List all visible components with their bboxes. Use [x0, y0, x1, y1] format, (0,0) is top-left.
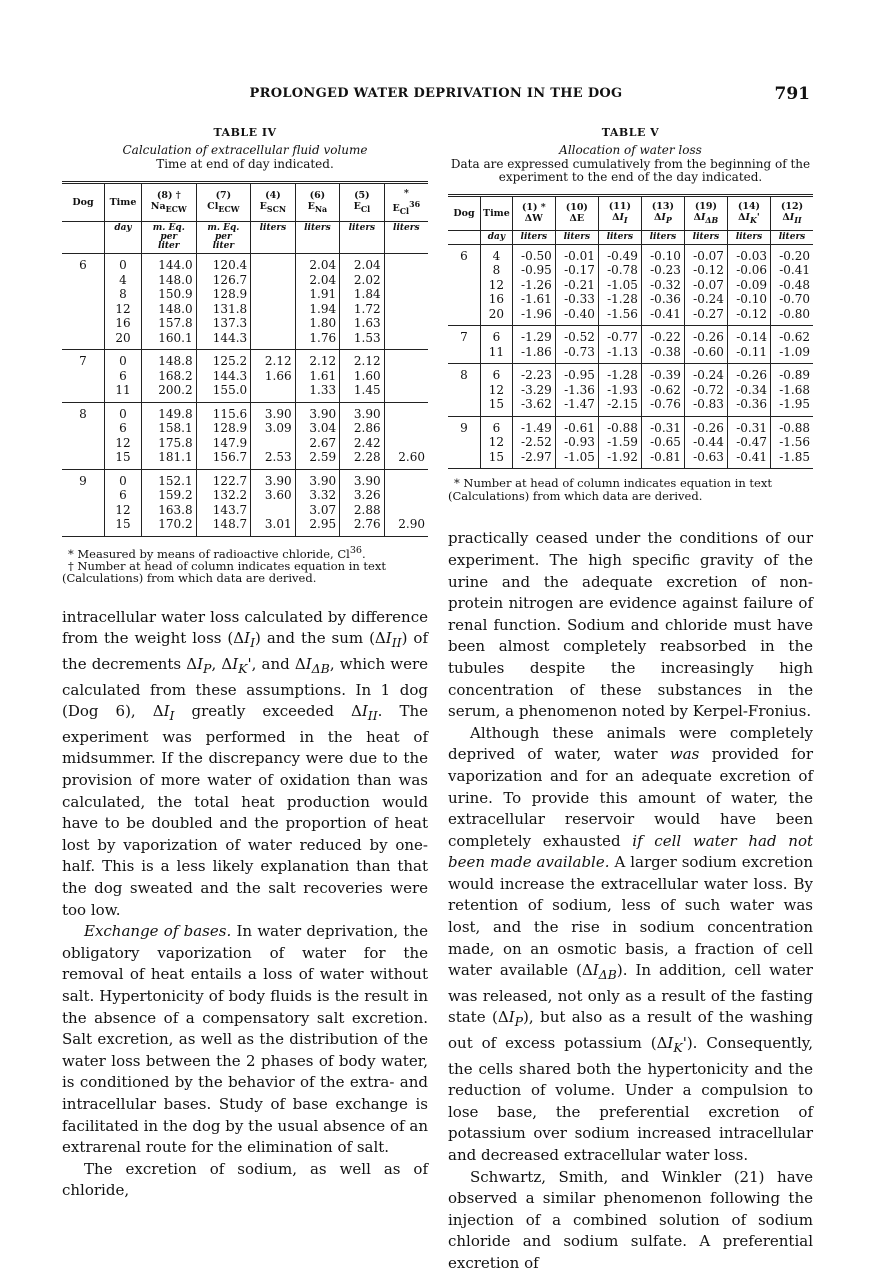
table5-cell-di: -0.49 -0.78 -1.05 -1.28 -1.56	[598, 244, 641, 326]
table4-cell-cl: 125.2 144.3 155.0	[196, 350, 251, 403]
table4-footnote-1: * Measured by means of radioactive chloride, Cl$^{36}$.	[68, 544, 366, 561]
table4-cell-escn: 3.90 3.60 3.01	[251, 469, 295, 536]
table5-units-row: day liters liters liters liters liters liters liters	[448, 230, 813, 244]
table5	[448, 194, 813, 469]
table4-cell-ena: 2.12 1.61 1.33	[295, 350, 339, 403]
table4	[62, 181, 428, 537]
table5-cell-dw: -1.29 -1.86	[512, 326, 555, 364]
table4-header-dog: Dog	[72, 197, 94, 209]
page-number: 791	[774, 84, 810, 104]
table5-body	[448, 230, 813, 469]
table5-cell-dog: 7	[448, 326, 481, 364]
table5-cell-di: -0.88 -1.59 -1.92	[598, 416, 641, 469]
table5-cell-dp: -0.39 -0.62 -0.76	[641, 364, 684, 417]
table4-cell-cl: 120.4 126.7 128.9 131.8 137.3 144.3	[196, 254, 251, 350]
table5-cell-dog: 8	[448, 364, 481, 417]
table4-subcaption: Time at end of day indicated.	[156, 157, 334, 171]
table5-header-dp: (13) $\Delta I_P$	[641, 196, 684, 231]
table4-cell-cl: 122.7 132.2 143.7 148.7	[196, 469, 251, 536]
table4-body	[62, 222, 428, 537]
right-paragraph-3: Schwartz, Smith, and Winkler (21) have observed a similar phenomenon following the injection of a combined solution of sodium chloride and sodium sulfate. A preferential excretion of	[448, 1167, 813, 1272]
table4-header-ecl: (5) $E_{Cl}$	[340, 183, 384, 222]
table5-cell-de: -0.52 -0.73	[555, 326, 598, 364]
table5-cell-dw: -1.49 -2.52 -2.97	[512, 416, 555, 469]
table5-cell-time: 6 12 15	[481, 364, 513, 417]
table5-header-db: (19) $\Delta I_{\Delta B}$	[684, 196, 727, 231]
page-header	[62, 86, 810, 106]
table5-row-dog-9	[448, 416, 813, 469]
right-p2-b: provided for vaporization and for an adequate excretion of urine. To provide this amount of water, the extracellular reservoir would have been completely exhausted	[448, 745, 813, 850]
table4-cell-dog: 7	[62, 350, 105, 403]
table4-header-na: (8) † $Na_{ECW}$	[142, 183, 197, 222]
table4-units-row: day m. Eq. per liter m. Eq. per liter liters liters liters liters	[62, 222, 428, 254]
table5-subcaption: Data are expressed cumulatively from the beginning of the experiment to the end of the day indicated.	[450, 157, 811, 184]
table5-cell-time: 4 8 12 16 20	[481, 244, 513, 326]
left-paragraph-3: The excretion of sodium, as well as of chloride,	[62, 1159, 428, 1200]
right-p2-a: Although these animals were completely deprived of water, water	[448, 723, 813, 764]
table5-cell-di: -0.77 -1.13	[598, 326, 641, 364]
table5-header-de: (10) ΔE	[555, 196, 598, 231]
table5-cell-dog: 9	[448, 416, 481, 469]
table5-cell-dog: 6	[448, 244, 481, 326]
table4-footnote-2: † Number at head of column indicates equation in text (Calculations) from which data are derived.	[62, 558, 386, 586]
table5-header-dw: (1) * ΔW	[512, 196, 555, 231]
table5-cell-de: -0.01 -0.17 -0.21 -0.33 -0.40	[555, 244, 598, 326]
table4-cell-ena: 3.90 3.32 3.07 2.95	[295, 469, 339, 536]
left-column	[62, 126, 428, 1202]
table5-cell-dk: -0.14 -0.11	[727, 326, 770, 364]
table5-cell-de: -0.61 -0.93 -1.05	[555, 416, 598, 469]
table4-cell-escn	[251, 254, 295, 350]
running-head: PROLONGED WATER DEPRIVATION IN THE DOG	[249, 86, 623, 101]
table5-cell-dp: -0.31 -0.65 -0.81	[641, 416, 684, 469]
table4-cell-dog: 9	[62, 469, 105, 536]
left-paragraph-1: intracellular water loss calculated by difference from the weight loss $(\Delta I_I)$ and the sum $(\Delta I_{II})$ of the decrements $\Delta I_P$, $\Delta I_K'$, and $\Delta I_{\Delta B}$, which were calculated from these assumptions. In 1 dog (Dog 6), $\Delta I_I$ greatly exceeded $\Delta I_{II}$. The experiment was performed in the heat of midsummer. If the discrepancy were due to the provision of more water of oxidation than was calculated, the total heat production would have to be doubled and the proportion of heat lost by vaporization of water reduced by one-half. This is a less likely explanation than that the dog sweated and the salt recoveries were too low.	[62, 607, 429, 919]
table5-row-dog-8	[448, 364, 813, 417]
table4-cell-na: 148.8 168.2 200.2	[142, 350, 197, 403]
table5-cell-dw: -0.50 -0.95 -1.26 -1.61 -1.96	[512, 244, 555, 326]
table4-cell-cl: 115.6 128.9 147.9 156.7	[196, 402, 251, 469]
table4-header-escn: (4) $E_{SCN}$	[251, 183, 295, 222]
table4-cell-na: 152.1 159.2 163.8 170.2	[142, 469, 197, 536]
table4-row-dog-8	[62, 402, 428, 469]
table5-cell-dii: -0.20 -0.41 -0.48 -0.70 -0.80	[770, 244, 813, 326]
table4-cell-dog: 6	[62, 254, 105, 350]
table4-cell-escn: 2.12 1.66	[251, 350, 295, 403]
table4-cell-time: 0 4 8 12 16 20	[105, 254, 142, 350]
table4-title: TABLE IV	[213, 126, 277, 139]
table5-row-dog-7	[448, 326, 813, 364]
table5-footnote: * Number at head of column indicates equation in text (Calculations) from which data are derived.	[448, 476, 772, 503]
table4-cell-ecl36: 2.90	[384, 469, 428, 536]
right-column	[448, 126, 813, 1275]
table5-cell-dk: -0.03 -0.06 -0.09 -0.10 -0.12	[727, 244, 770, 326]
table4-cell-escn: 3.90 3.09 2.53	[251, 402, 295, 469]
left-paragraph-2-text: In water deprivation, the obligatory vaporization of water for the removal of heat entails a loss of water without salt. Hypertonicity of body fluids is the result in the absence of a compensatory salt excretion. Salt excretion, as well as the distribution of the water loss between the 2 phases of body water, is conditioned by the behavior of the extra- and intracellular bases. Study of base exchange is facilitated in the dog by the usual absence of an extrarenal route for the elimination of salt.	[62, 922, 428, 1157]
table4-cell-na: 149.8 158.1 175.8 181.1	[142, 402, 197, 469]
table4-cell-time: 0 6 12 15	[105, 402, 142, 469]
right-paragraph-1: practically ceased under the conditions of our experiment. The high specific gravity of the urine and the adequate excretion of non-protein nitrogen are evidence against failure of renal function. Sodium and chloride must have been almost completely reabsorbed in the tubules despite the increasingly high concentration of these substances in the serum, a phenomenon noted by Kerpel-Fronius.	[448, 529, 813, 721]
table4-cell-ena: 3.90 3.04 2.67 2.59	[295, 402, 339, 469]
table4-header-cl: (7) $Cl_{ECW}$	[196, 183, 251, 222]
table4-cell-ecl36	[384, 254, 428, 350]
table4-cell-dog: 8	[62, 402, 105, 469]
table4-cell-ecl36	[384, 350, 428, 403]
table4-header-ecl36: * $E_{Cl}^{36}$	[384, 183, 428, 222]
table4-caption: Calculation of extracellular fluid volume	[122, 143, 368, 157]
table4-row-dog-6	[62, 254, 428, 350]
section-heading-exchange-of-bases: Exchange of bases.	[84, 922, 232, 941]
table5-cell-dii: -0.62 -1.09	[770, 326, 813, 364]
table4-cell-ena: 2.04 2.04 1.91 1.94 1.80 1.76	[295, 254, 339, 350]
table4-cell-na: 144.0 148.0 150.9 148.0 157.8 160.1	[142, 254, 197, 350]
table5-cell-dp: -0.22 -0.38	[641, 326, 684, 364]
table4-row-dog-7	[62, 350, 428, 403]
table4-header-time: Time	[105, 183, 142, 222]
table5-cell-db: -0.26 -0.60	[684, 326, 727, 364]
table4-cell-time: 0 6 11	[105, 350, 142, 403]
table4-cell-ecl: 3.90 2.86 2.42 2.28	[340, 402, 384, 469]
table5-header-time: Time	[481, 196, 513, 231]
table4-cell-time: 0 6 12 15	[105, 469, 142, 536]
table5-cell-db: -0.26 -0.44 -0.63	[684, 416, 727, 469]
table5-cell-dk: -0.31 -0.47 -0.41	[727, 416, 770, 469]
table5-cell-di: -1.28 -1.93 -2.15	[598, 364, 641, 417]
table4-header-ena: (6) $E_{Na}$	[295, 183, 339, 222]
table5-cell-de: -0.95 -1.36 -1.47	[555, 364, 598, 417]
table5-cell-dp: -0.10 -0.23 -0.32 -0.36 -0.41	[641, 244, 684, 326]
right-p2-italic: if cell water had not been made available.	[448, 831, 814, 872]
table5-header-dii: (12) $\Delta I_{II}$	[770, 196, 813, 231]
table4-cell-ecl: 2.04 2.02 1.84 1.72 1.63 1.53	[340, 254, 384, 350]
table5-cell-time: 6 11	[481, 326, 513, 364]
table5-cell-dii: -0.88 -1.56 -1.85	[770, 416, 813, 469]
table5-header-dk: (14) $\Delta I_K'$	[727, 196, 770, 231]
table4-cell-ecl36: 2.60	[384, 402, 428, 469]
table5-caption: Allocation of water loss	[559, 143, 702, 157]
table5-cell-dw: -2.23 -3.29 -3.62	[512, 364, 555, 417]
table5-cell-time: 6 12 15	[481, 416, 513, 469]
left-paragraph-2	[62, 921, 428, 1159]
table5-cell-dii: -0.89 -1.68 -1.95	[770, 364, 813, 417]
table5-cell-db: -0.24 -0.72 -0.83	[684, 364, 727, 417]
table5-title: TABLE V	[601, 126, 660, 139]
right-paragraph-2: Although these animals were completely deprived of water, water was provided for vaporization and for an adequate excretion of urine. To provide this amount of water, the extracellular reservoir would have been completely exhausted if cell water had not been made available. A larger sodium excretion would increase the extracellular water loss. By retention of sodium, less of such water was lost, and the rise in sodium concentration made, on an osmotic basis, a fraction of cell water available $(\Delta I_{\Delta B})$. In addition, cell water was released, not only as a result of the fasting state $(\Delta I_P)$, but also as a result of the washing out of excess potassium $(\Delta I_K')$. Consequently, the cells shared both the hypertonicity and the reduction of volume. Under a compulsion to lose base, the preferential excretion of potassium over sodium increased intracellular and decreased extracellular water loss.	[448, 723, 814, 1165]
table4-row-dog-9	[62, 469, 428, 536]
table5-cell-dk: -0.26 -0.34 -0.36	[727, 364, 770, 417]
table5-row-dog-6	[448, 244, 813, 326]
table5-header-di: (11) $\Delta I_I$	[598, 196, 641, 231]
table5-cell-db: -0.07 -0.12 -0.07 -0.24 -0.27	[684, 244, 727, 326]
right-p2-was: was	[669, 745, 700, 764]
table4-cell-ecl: 2.12 1.60 1.45	[340, 350, 384, 403]
table5-header-dog: Dog	[453, 207, 475, 219]
table4-cell-ecl: 3.90 3.26 2.88 2.76	[340, 469, 384, 536]
